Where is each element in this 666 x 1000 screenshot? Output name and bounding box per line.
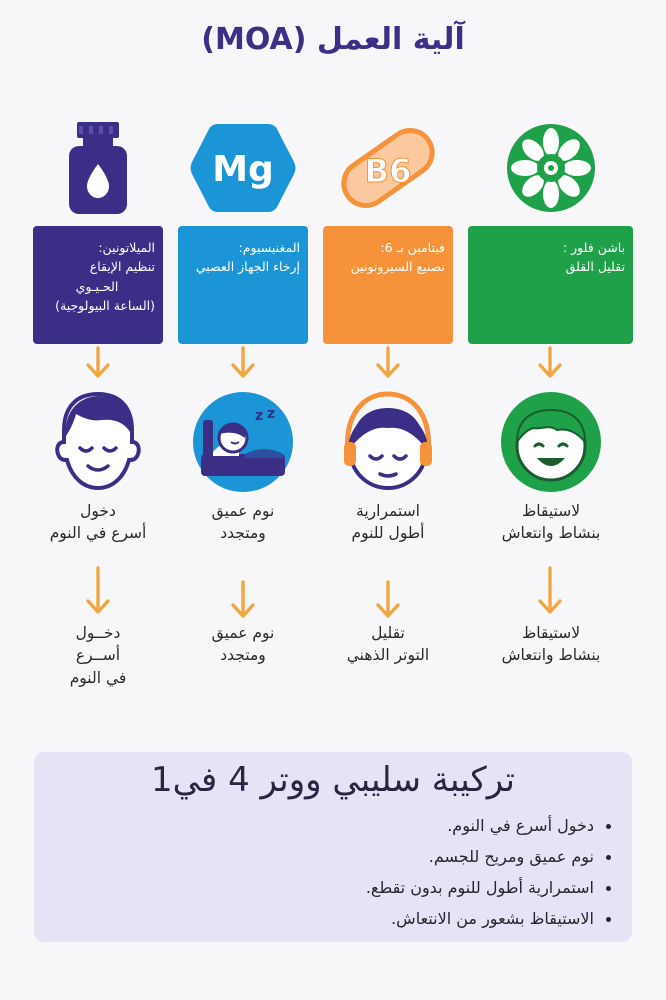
summary-box	[34, 752, 632, 942]
magnesium-card	[178, 226, 308, 344]
arrow-down-icon	[84, 566, 112, 616]
summary-item: نوم عميق ومريح للجسم.	[366, 841, 594, 872]
result-line: لاستيقاظ	[521, 502, 581, 520]
result-secondary	[168, 622, 318, 667]
melatonin-bottle-icon	[33, 118, 163, 218]
passionflower-icon	[468, 118, 633, 218]
card-line: الحـيـوي	[75, 278, 119, 294]
result-line: دخــول	[75, 624, 121, 642]
result-primary	[23, 500, 173, 545]
summary-item: استمرارية أطول للنوم بدون تقطع.	[366, 872, 594, 903]
result-line: التوتر الذهني	[346, 646, 430, 665]
card-line: تنظيم الإيقاع	[89, 259, 155, 275]
card-line: إرخاء الجهاز العصبي	[195, 259, 300, 275]
arrow-down-icon	[229, 346, 257, 380]
result-line: نوم عميق	[211, 624, 275, 642]
result-line: نوم عميق	[211, 502, 275, 520]
card-line: فيتامين بـ 6:	[380, 240, 445, 255]
summary-list	[366, 810, 616, 934]
column-passionflower	[468, 0, 633, 740]
card-line: الميلاتونين:	[98, 240, 155, 255]
result-line: بنشاط وانتعاش	[501, 646, 601, 665]
result-line: ومتجدد	[220, 524, 266, 543]
result-line: ومتجدد	[220, 646, 266, 665]
result-primary	[168, 500, 318, 545]
magnesium-hexagon-icon	[178, 118, 308, 218]
result-line: دخول	[80, 502, 116, 520]
svg-text:z: z	[255, 408, 264, 424]
headphones-face-icon	[336, 390, 440, 494]
card-line: المغنيسيوم:	[238, 240, 300, 255]
result-line: استمرارية	[356, 502, 420, 520]
arrow-down-icon	[84, 346, 112, 380]
result-line: أسرع في النوم	[49, 524, 147, 543]
summary-item: دخول أسرع في النوم.	[366, 810, 594, 841]
svg-text:z: z	[267, 406, 276, 422]
card-line: باشن فلور :	[562, 240, 625, 255]
page-title: آلية العمل (MOA)	[201, 22, 465, 57]
summary-item: الاستيقاظ بشعور من الانتعاش.	[366, 903, 594, 934]
happy-face-icon	[499, 390, 603, 494]
card-line: تصنيع السيروتونين	[350, 259, 445, 275]
arrow-down-icon	[229, 580, 257, 620]
result-line: بنشاط وانتعاش	[501, 524, 601, 543]
result-secondary	[476, 622, 626, 667]
result-line: أطول للنوم	[351, 524, 425, 543]
melatonin-card	[33, 226, 163, 344]
passionflower-card	[468, 226, 633, 344]
vitamin-b6-card	[323, 226, 453, 344]
column-melatonin	[33, 0, 163, 740]
b6-capsule-icon	[323, 118, 453, 218]
result-primary	[476, 500, 626, 545]
result-primary	[313, 500, 463, 545]
result-line: تقليل	[371, 624, 405, 642]
arrow-down-icon	[536, 346, 564, 380]
result-secondary	[313, 622, 463, 667]
card-line: (الساعة البيولوجية)	[55, 298, 155, 314]
sleeping-person-icon	[191, 390, 295, 494]
calm-face-icon	[46, 390, 150, 494]
result-secondary	[23, 622, 173, 689]
column-magnesium	[178, 0, 308, 740]
b6-symbol-text: B6	[364, 152, 412, 190]
summary-heading: تركيبة سليبي ووتر 4 في1	[151, 760, 515, 800]
result-line: لاستيقاظ	[521, 624, 581, 642]
result-line: أســرع	[75, 646, 121, 665]
arrow-down-icon	[536, 566, 564, 616]
arrow-down-icon	[374, 346, 402, 380]
arrow-down-icon	[374, 580, 402, 620]
card-line: تقليل القلق	[565, 259, 625, 275]
column-vitamin-b6	[323, 0, 453, 740]
result-line: في النوم	[69, 668, 127, 687]
magnesium-symbol-text: Mg	[212, 149, 274, 190]
